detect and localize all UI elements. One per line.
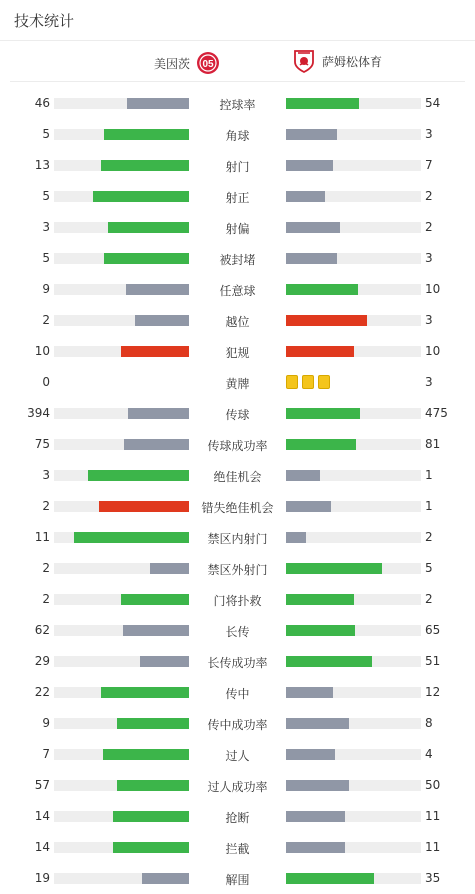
- away-value: 475: [425, 406, 448, 420]
- away-bar-fill: [286, 501, 331, 512]
- stat-row: [0, 119, 475, 150]
- home-bar-track: [54, 129, 189, 140]
- yellow-card-icon: [286, 375, 298, 389]
- stat-row: [0, 243, 475, 274]
- home-value: 29: [34, 654, 50, 668]
- home-bar-track: [54, 408, 189, 419]
- stat-row: [0, 367, 475, 398]
- away-value: 4: [425, 747, 433, 761]
- away-bar-fill: [286, 718, 349, 729]
- stat-label: 长传: [225, 625, 250, 639]
- away-bar-fill: [286, 470, 320, 481]
- home-bar-track: [54, 749, 189, 760]
- stat-row: [0, 398, 475, 429]
- away-value: 81: [425, 437, 441, 451]
- away-bar-track: [286, 253, 421, 264]
- away-bar-track: [286, 873, 421, 884]
- away-value: 11: [425, 840, 441, 854]
- home-value: 5: [42, 251, 50, 265]
- away-value: 1: [425, 499, 433, 513]
- away-bar-track: [286, 222, 421, 233]
- home-value: 19: [34, 871, 50, 885]
- home-bar-fill: [121, 346, 189, 357]
- home-bar-track: [54, 439, 189, 450]
- away-bar-track: [286, 439, 421, 450]
- away-bar-track: [286, 284, 421, 295]
- away-value: 35: [425, 871, 441, 885]
- away-bar-track: [286, 811, 421, 822]
- stat-label: 黄牌: [225, 377, 250, 391]
- home-bar-track: [54, 563, 189, 574]
- home-bar-track: [54, 284, 189, 295]
- home-bar-track: [54, 532, 189, 543]
- home-bar-fill: [88, 470, 189, 481]
- away-bar-track: [286, 470, 421, 481]
- home-bar-track: [54, 687, 189, 698]
- away-bar-fill: [286, 222, 340, 233]
- home-bar-track: [54, 873, 189, 884]
- home-team[interactable]: [154, 51, 220, 75]
- home-value: 13: [34, 158, 50, 172]
- home-bar-track: [54, 346, 189, 357]
- stat-row: [0, 553, 475, 584]
- stat-row: [0, 584, 475, 615]
- away-value: 3: [425, 251, 433, 265]
- away-value: 51: [425, 654, 441, 668]
- away-value: 2: [425, 220, 433, 234]
- away-bar-fill: [286, 191, 325, 202]
- away-bar-track: [286, 315, 421, 326]
- home-bar-fill: [121, 594, 189, 605]
- away-bar-track: [286, 594, 421, 605]
- stat-label: 传球成功率: [207, 439, 268, 453]
- home-bar-fill: [93, 191, 189, 202]
- stat-row: [0, 491, 475, 522]
- stat-label: 被封堵: [219, 253, 256, 267]
- away-bar-fill: [286, 687, 333, 698]
- stat-row: [0, 708, 475, 739]
- away-value: 8: [425, 716, 433, 730]
- home-value: 62: [34, 623, 50, 637]
- away-bar-fill: [286, 625, 355, 636]
- home-bar-fill: [108, 222, 189, 233]
- home-bar-track: [54, 718, 189, 729]
- home-bar-track: [54, 811, 189, 822]
- home-bar-track: [54, 191, 189, 202]
- home-bar-track: [54, 501, 189, 512]
- home-value: 46: [34, 96, 50, 110]
- away-bar-track: [286, 191, 421, 202]
- stat-row: [0, 274, 475, 305]
- home-bar-track: [54, 160, 189, 171]
- stat-label: 过人: [225, 749, 250, 763]
- yellow-card-icon: [318, 375, 330, 389]
- away-bar-fill: [286, 98, 359, 109]
- stat-row: [0, 677, 475, 708]
- home-value: 14: [34, 840, 50, 854]
- home-bar-fill: [104, 253, 189, 264]
- away-value: 1: [425, 468, 433, 482]
- away-bar-fill: [286, 749, 335, 760]
- away-value: 3: [425, 127, 433, 141]
- home-bar-fill: [123, 625, 189, 636]
- stat-row: [0, 305, 475, 336]
- away-value: 3: [425, 375, 433, 389]
- page-title: 技术统计: [14, 12, 75, 30]
- stat-label: 传中成功率: [207, 718, 268, 732]
- away-team-name: 萨姆松体育: [322, 54, 383, 69]
- away-value: 2: [425, 189, 433, 203]
- stat-label: 解围: [225, 873, 250, 887]
- stat-row: [0, 646, 475, 677]
- away-bar-fill: [286, 160, 333, 171]
- stat-row: [0, 88, 475, 119]
- home-bar-track: [54, 625, 189, 636]
- home-bar-fill: [128, 408, 189, 419]
- home-bar-track: [54, 470, 189, 481]
- stat-row: [0, 522, 475, 553]
- mainz-logo-icon: [196, 51, 220, 75]
- away-bar-fill: [286, 811, 345, 822]
- away-value: 10: [425, 282, 441, 296]
- away-bar-fill: [286, 594, 354, 605]
- stat-label: 错失绝佳机会: [201, 501, 274, 515]
- away-team[interactable]: [292, 49, 382, 73]
- home-bar-fill: [74, 532, 189, 543]
- away-bar-fill: [286, 532, 306, 543]
- stat-label: 绝佳机会: [213, 470, 262, 484]
- home-value: 2: [42, 499, 50, 513]
- home-bar-fill: [150, 563, 189, 574]
- away-value: 10: [425, 344, 441, 358]
- home-value: 3: [42, 468, 50, 482]
- home-bar-fill: [124, 439, 189, 450]
- home-bar-track: [54, 842, 189, 853]
- home-value: 57: [34, 778, 50, 792]
- samsunspor-logo-icon: [292, 49, 316, 73]
- stat-row: [0, 801, 475, 832]
- home-value: 9: [42, 282, 50, 296]
- home-bar-fill: [99, 501, 189, 512]
- away-value: 5: [425, 561, 433, 575]
- home-bar-fill: [117, 718, 189, 729]
- away-bar-track: [286, 718, 421, 729]
- home-bar-fill: [103, 749, 189, 760]
- home-value: 394: [27, 406, 50, 420]
- page-header: [0, 0, 475, 41]
- home-bar-track: [54, 656, 189, 667]
- home-value: 10: [34, 344, 50, 358]
- stat-row: [0, 460, 475, 491]
- away-bar-fill: [286, 842, 345, 853]
- home-bar-fill: [142, 873, 189, 884]
- stat-row: [0, 212, 475, 243]
- away-bar-track: [286, 532, 421, 543]
- stat-label: 控球率: [219, 98, 256, 112]
- away-bar-fill: [286, 346, 354, 357]
- stat-label: 任意球: [219, 284, 256, 298]
- away-bar-fill: [286, 563, 382, 574]
- stat-row: [0, 832, 475, 863]
- home-team-name: 美因茨: [153, 56, 190, 71]
- away-bar-track: [286, 408, 421, 419]
- away-bar-track: [286, 842, 421, 853]
- yellow-cards: [286, 375, 330, 389]
- away-value: 3: [425, 313, 433, 327]
- stat-row: [0, 429, 475, 460]
- stat-label: 越位: [225, 315, 250, 329]
- home-value: 3: [42, 220, 50, 234]
- home-bar-track: [54, 315, 189, 326]
- home-value: 5: [42, 127, 50, 141]
- away-bar-track: [286, 98, 421, 109]
- away-value: 7: [425, 158, 433, 172]
- away-bar-track: [286, 160, 421, 171]
- stat-row: [0, 150, 475, 181]
- away-value: 50: [425, 778, 441, 792]
- home-bar-fill: [113, 842, 189, 853]
- home-value: 14: [34, 809, 50, 823]
- away-bar-fill: [286, 315, 367, 326]
- home-bar-track: [54, 253, 189, 264]
- away-bar-track: [286, 749, 421, 760]
- home-bar-track: [54, 780, 189, 791]
- home-value: 11: [34, 530, 50, 544]
- home-value: 0: [42, 375, 50, 389]
- home-bar-fill: [101, 687, 189, 698]
- home-value: 22: [34, 685, 50, 699]
- stat-row: [0, 336, 475, 367]
- away-bar-fill: [286, 129, 337, 140]
- stat-label: 传球: [225, 408, 250, 422]
- stat-row: [0, 615, 475, 646]
- home-bar-fill: [101, 160, 189, 171]
- stat-label: 射正: [225, 191, 250, 205]
- home-bar-fill: [113, 811, 189, 822]
- stat-row: [0, 863, 475, 894]
- svg-text:05: 05: [202, 59, 214, 70]
- away-bar-fill: [286, 873, 374, 884]
- home-value: 75: [34, 437, 50, 451]
- away-bar-track: [286, 563, 421, 574]
- stat-label: 门将扑救: [213, 594, 262, 608]
- stat-label: 射门: [225, 160, 250, 174]
- stat-row: [0, 770, 475, 801]
- stat-label: 长传成功率: [207, 656, 268, 670]
- away-value: 11: [425, 809, 441, 823]
- home-bar-fill: [117, 780, 189, 791]
- stat-row: [0, 181, 475, 212]
- home-bar-track: [54, 98, 189, 109]
- stat-label: 犯规: [225, 346, 250, 360]
- away-bar-fill: [286, 408, 360, 419]
- away-bar-track: [286, 687, 421, 698]
- stat-label: 禁区外射门: [207, 563, 268, 577]
- away-bar-fill: [286, 439, 356, 450]
- stat-label: 过人成功率: [207, 780, 268, 794]
- away-value: 54: [425, 96, 441, 110]
- home-value: 2: [42, 313, 50, 327]
- home-bar-fill: [104, 129, 189, 140]
- away-value: 2: [425, 592, 433, 606]
- home-value: 7: [42, 747, 50, 761]
- teams-header: [10, 41, 465, 82]
- home-bar-fill: [135, 315, 189, 326]
- away-bar-fill: [286, 284, 358, 295]
- yellow-card-icon: [302, 375, 314, 389]
- away-bar-track: [286, 129, 421, 140]
- home-value: 2: [42, 592, 50, 606]
- away-bar-fill: [286, 253, 337, 264]
- away-value: 65: [425, 623, 441, 637]
- away-bar-track: [286, 625, 421, 636]
- home-value: 2: [42, 561, 50, 575]
- stat-label: 角球: [225, 129, 250, 143]
- away-bar-track: [286, 780, 421, 791]
- home-value: 9: [42, 716, 50, 730]
- home-bar-fill: [127, 98, 189, 109]
- home-value: 5: [42, 189, 50, 203]
- stat-label: 禁区内射门: [207, 532, 268, 546]
- away-value: 12: [425, 685, 441, 699]
- home-bar-track: [54, 222, 189, 233]
- home-bar-fill: [126, 284, 189, 295]
- away-bar-fill: [286, 780, 349, 791]
- away-value: 2: [425, 530, 433, 544]
- home-bar-track: [54, 594, 189, 605]
- home-bar-fill: [140, 656, 189, 667]
- stat-label: 抢断: [225, 811, 250, 825]
- away-bar-track: [286, 501, 421, 512]
- stat-label: 传中: [225, 687, 250, 701]
- stat-row: [0, 739, 475, 770]
- away-bar-fill: [286, 656, 372, 667]
- stat-label: 射偏: [225, 222, 250, 236]
- away-bar-track: [286, 346, 421, 357]
- stat-label: 拦截: [225, 842, 250, 856]
- away-bar-track: [286, 656, 421, 667]
